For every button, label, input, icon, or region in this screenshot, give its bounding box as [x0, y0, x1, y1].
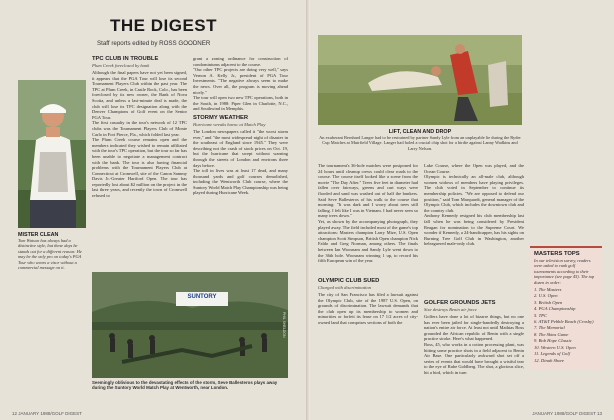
- paragraph: The London newspapers called it "the worst storm ever," and "the most widespread night of disaster in the southeast of England since 1945." They were describing not the crash of stock prices on Oct. 19, but the hurricane that swept without warning through the streets of London and environs three days before.: [193, 128, 288, 168]
- golfer-illustration: [18, 80, 86, 228]
- paragraph: The tour will open two new TPC operations, both in the South, in 1988: Piper Glen in Charlotte, N.C., and Southwind in Memphis.: [193, 95, 288, 112]
- storm-caption: [92, 380, 288, 398]
- ranking-item: 7. The Memorial: [534, 325, 565, 331]
- paragraph: The toll in lives was at least 17 dead, and many thousand yards and golf courses demolished, including the Wentworth Club course, where the Suntory World Match Play Championship was being played during Hurricane Week.: [193, 168, 288, 196]
- paragraph: Olympic is technically an all-male club, although women widows of members have playing privileges. The club voted in September to continue its membership policies. "We are opposed to defend our position," said Tom Marquardt, general manager of the Olympic Club, which includes the downtown club and the country club.: [424, 174, 524, 213]
- article-title: TPC CLUB IN TROUBLE: [92, 56, 159, 62]
- ranking-item: 9. Bob Hope Classic: [534, 338, 572, 344]
- paragraph: grant a zoning ordinance for construction of condominiums adjacent to the course.: [193, 56, 288, 67]
- mister-clean-caption: [18, 232, 88, 292]
- article-title: STORMY WEATHER: [193, 114, 249, 121]
- storm-photo: [92, 272, 288, 378]
- article-deck: Plum Creek foreclosed by bank: [92, 63, 150, 68]
- tpc-article-continued: [193, 56, 288, 276]
- ranking-item: 11. Legends of Golf: [534, 351, 570, 357]
- ranking-item: 1. The Masters: [534, 287, 562, 293]
- langer-illustration: [318, 35, 522, 125]
- paragraph: The Plum Creek course remains open and the members indicated they wished to remain affiliated with the tour's TPC operation, but the tour so far has been unable to negotiate a management contract with the bank. The tour is also having financial problems with the Tournament Players Club at Connecticut at Cromwell, site of the Canon Sammy Davis Jr.-Greater Hartford Open. The tour has reportedly lost about $2 million on the project in the last three years, and recently the town of Cromwell refused to: [92, 137, 187, 199]
- paragraph: Golfers have done a lot of bizarre things, but no one has ever been jailed for single-handedly destroying a nation's entire air force. At least not until Mathias Boss grounded the African republic of Benin with a single practice stroke. Here's what happened.: [424, 314, 524, 342]
- photo-credit: PHIL SHELDON: [282, 312, 286, 338]
- caption-text: Seemingly oblivious to the devastating effects of the storm, Seve Ballesteros plays away during the Suntory World Match Play at Wentworth, near London.: [92, 380, 278, 391]
- article-deck: Charged with discrimination: [318, 285, 371, 290]
- ranking-item: 3. British Open: [534, 299, 563, 305]
- suntory-banner: SUNTORY: [187, 294, 217, 300]
- ranking-list: [534, 287, 598, 364]
- ranking-item: 8. The Skins Game: [534, 331, 569, 337]
- sidebar-intro: In our television survey, readers were asked to rank golf tournaments according to their importance (see page 45). The top dozen in order:: [534, 258, 595, 285]
- article-title: OLYMPIC CLUB SUED: [318, 278, 380, 284]
- paragraph: Boss, 45, who works in a cotton processing plant, was hitting some practice shots in a field adjacent to Benin Air Base. One particularly awkward shot set off a series of events that would have brought a wistful tear to the eye of Rube Goldberg. The shot, a glorious slice, hit a bird, which in turn: [424, 341, 524, 375]
- caption-title: LIFT, CLEAN AND DROP: [388, 129, 452, 135]
- langer-caption: [318, 129, 522, 159]
- paragraph: "Our other TPC projects are doing very well," says Vernon A. Kelly Jr., president of PGA Tour Investments. "The negative always seem to make the news. Over all, the program is moving ahead nicely.": [193, 67, 288, 95]
- storm-scene-illustration: [92, 272, 288, 378]
- section-subtitle: Staff reports edited by ROSS GOODNER: [97, 40, 211, 47]
- masters-tops-sidebar: [530, 246, 602, 370]
- gutter: [306, 0, 310, 420]
- section-title: THE DIGEST: [110, 16, 218, 35]
- caption-title: MISTER CLEAN: [18, 232, 59, 238]
- paragraph: The city of San Francisco has filed a lawsuit against the Olympic Club, site of the 1987 U.S. Open, on grounds of discrimination. The lawsuit demands that the club open up its membership to women and minorities or forfeit its lease on 17 1/2 acres of city-owned land that comprises sections of both the: [318, 292, 418, 325]
- ranking-item: 6. AT&T Pebble Beach (Crosby): [534, 319, 594, 325]
- ranking-item: 10. Western U.S. Open: [534, 344, 576, 350]
- paragraph: Although the final papers have not yet been signed, it appears that the PGA Tour will lose its second Tournament Players Club within the past year. The TPC at Plum Creek, in Castle Rock, Colo., has been foreclosed by its new owner, the Bank of Nova Scotia, and unless a last-minute deal is made, the club will lose its TPC designation along with the Denver Champions of Golf event on the Senior PGA Tour.: [92, 70, 187, 120]
- paragraph: Lake Course, where the Open was played, and the Ocean Course.: [424, 163, 524, 174]
- folio-right: JANUARY 1988/GOLF DIGEST 13: [532, 411, 602, 416]
- jets-article: [424, 300, 524, 400]
- article-title: GOLFER GROUNDS JETS: [424, 300, 496, 306]
- article-deck: Sixe destroys Benin air force: [424, 307, 477, 312]
- paragraph: Anthony Kennedy resigned his club membership last fall when he was being considered by President Reagan for nomination to the Supreme Court. We wonder if Kennedy, a 24-handicapper, has his sights on Burning Tree Golf Club in Washington, another beleaguered male-only club.: [424, 213, 524, 247]
- tom-watson-photo: [18, 80, 86, 228]
- ranking-item: 2. U.S. Open: [534, 293, 558, 299]
- paragraph: The tournament's 36-hole matches were postponed for 24 hours until cleanup crews could clear roads to the course. The course itself looked like a scene from the movie "The Day After." Trees five feet in diameter had fallen over fairways, greens and cart ways were flooded and sand was washed out of half the bunkers. Said Seve Ballesteros of his walk to the course that morning: "It was dark and I worry about trees still falling. I felt like I was in Vietnam. I had never seen so many trees down.": [318, 163, 418, 219]
- folio-left: 12 JANUARY 1988/GOLF DIGEST: [12, 411, 82, 416]
- ranking-item: 4. PGA Championship: [534, 306, 576, 312]
- langer-photo: [318, 35, 522, 125]
- caption-text: An exuberant Bernhard Langer had to be restrained by partner Sandy Lyle from an unplayable lie during the Ryder Cup Matches at Muirfield Village. Langer had holed a crucial chip shot for a birdie against Lanny Wadkins and Larry Nelson.: [319, 135, 521, 151]
- paragraph: Yet, as shown by the accompanying photograph, they played away. The field included most of the game's top attractions: Masters champion Larry Mize, U.S. Open champion Scott Simpson, British Open champion Nick Faldo and Greg Norman, among others. The finals between Ian Woosnam and Sandy Lyle went down to the 36th hole. Woosnam winning 1 up, to record his fifth European win of the year.: [318, 218, 418, 264]
- olympic-article: [318, 278, 418, 400]
- paragraph: The first casualty in the tour's network of 12 TPC clubs was the Tournament Players Club of Monte Carlo in Fort Pierce, Fla., which folded last year.: [92, 120, 187, 137]
- ranking-item: 5. TPC: [534, 312, 548, 318]
- sidebar-title: MASTERS TOPS: [534, 251, 580, 257]
- olympic-article-continued: [424, 163, 524, 298]
- wentworth-article: [318, 163, 418, 275]
- ranking-item: 12. Dinah Shore: [534, 357, 565, 363]
- caption-text: Tom Watson has always had a distinctive style, but these days he stands out for a different reason: He may be the only pro on today's PGA Tour who wears a visor without a commercial message on it.: [18, 238, 82, 271]
- article-deck: Hurricane wreaks havoc at Match Play: [193, 121, 266, 127]
